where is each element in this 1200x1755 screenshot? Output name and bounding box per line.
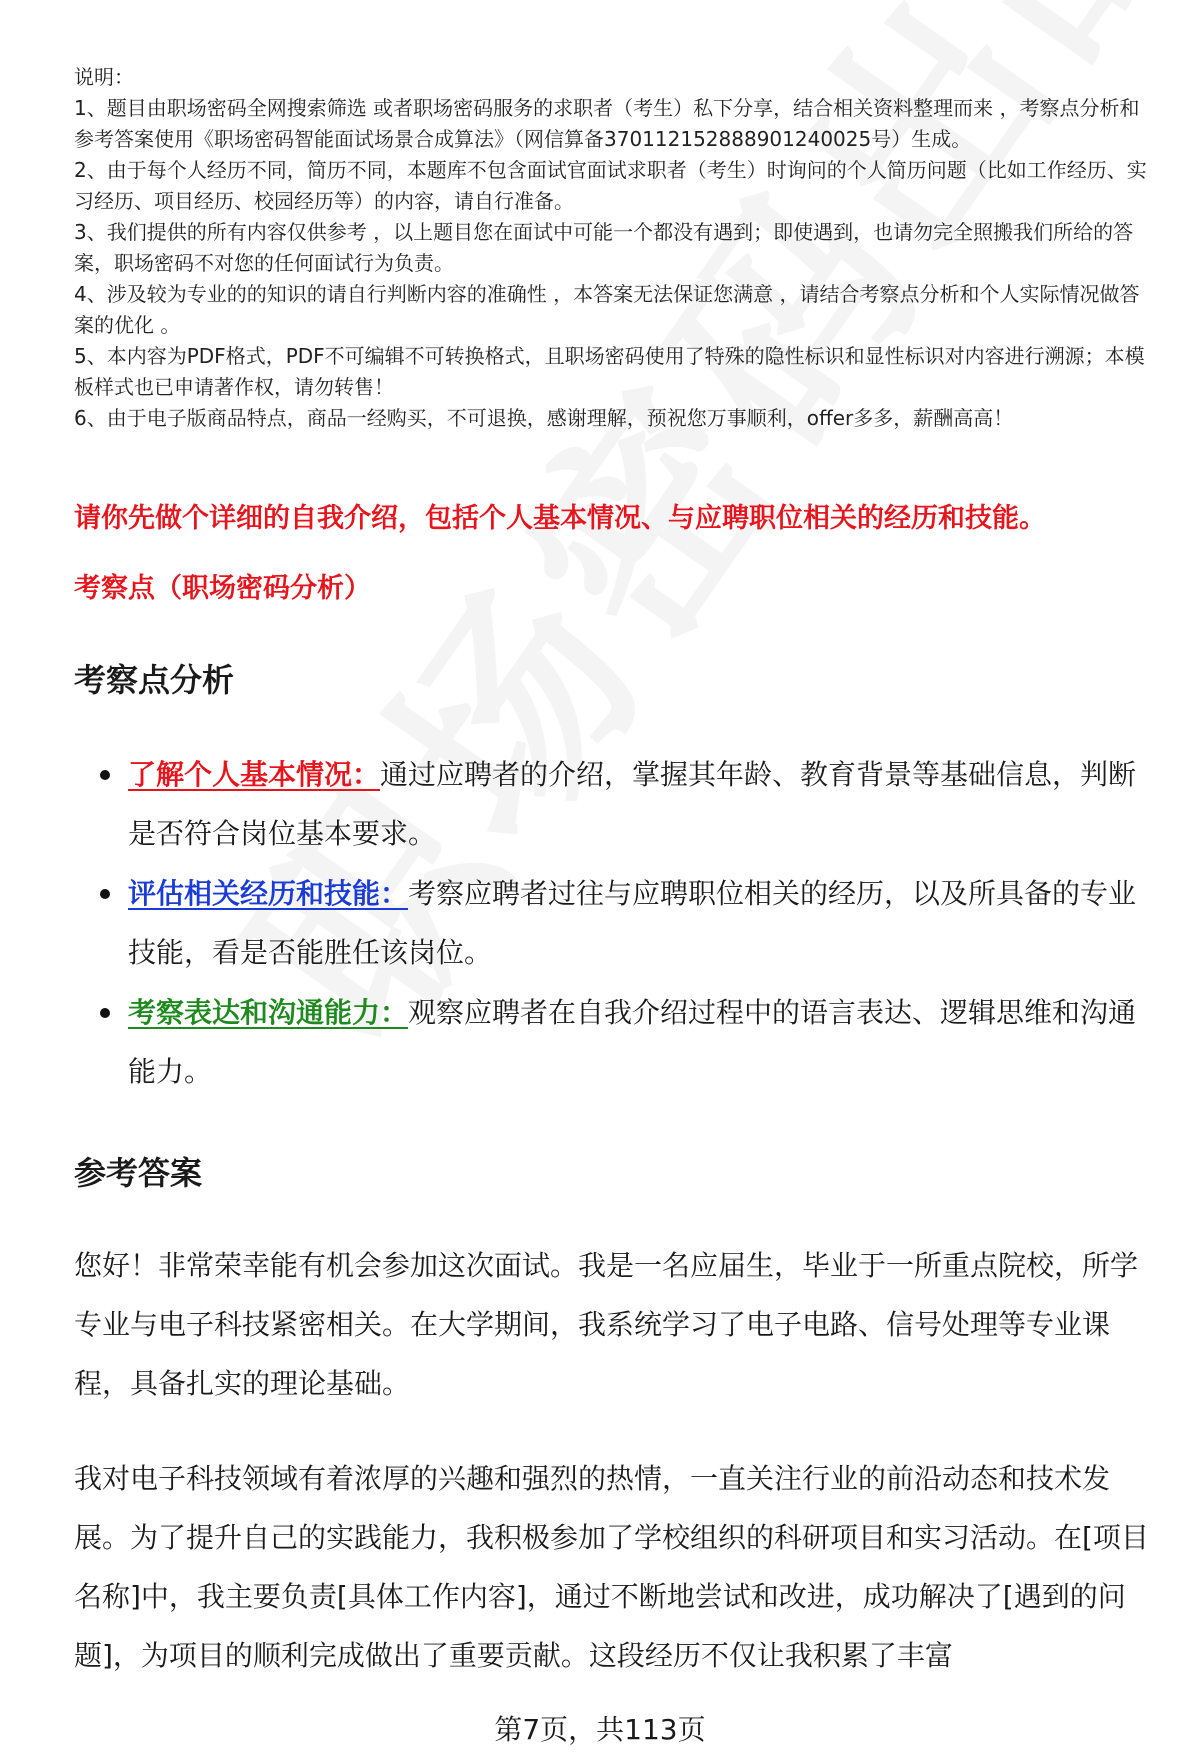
bullet-icon [100, 889, 110, 899]
point-text: 考察应聘者过往与应聘职位相关的经历，以及所具备的专业技能，看是否能胜任该岗位。 [128, 877, 1137, 969]
answer-paragraph: 您好！非常荣幸能有机会参加这次面试。我是一名应届生，毕业于一所重点院校，所学专业与电子科技紧密相关。在大学期间，我系统学习了电子电路、信号处理等专业课程，具备扎实的理论基础。 [74, 1249, 1139, 1400]
notice-block [74, 62, 1154, 434]
notice-item: 6、由于电子版商品特点，商品一经购买，不可退换，感谢理解，预祝您万事顺利，offer多多，薪酬高高！ [74, 406, 1014, 430]
analysis-tag: 考察点（职场密码分析） [74, 573, 371, 604]
interview-question: 请你先做个详细的自我介绍，包括个人基本情况、与应聘职位相关的经历和技能。 [74, 503, 1046, 534]
answer-paragraph: 我对电子科技领域有着浓厚的兴趣和强烈的热情，一直关注行业的前沿动态和技术发展。为了提升自己的实践能力，我积极参加了学校组织的科研项目和实习活动。在[项目名称]中，我主要负责[具体工作内容]，通过不断地尝试和改进，成功解决了[遇到的问题]，为项目的顺利完成做出了重要贡献。这段经历不仅让我积累了丰富 [74, 1462, 1149, 1672]
bullet-icon [100, 1008, 110, 1018]
analysis-heading: 考察点分析 [74, 661, 235, 699]
analysis-point [128, 983, 1158, 1101]
page-number: 第7页，共113页 [494, 1713, 706, 1746]
point-label: 考察表达和沟通能力： [128, 996, 409, 1029]
answer-heading: 参考答案 [74, 1154, 203, 1192]
notice-item: 1、题目由职场密码全网搜索筛选 或者职场密码服务的求职者（考生）私下分享，结合相关资料整理而来 ，考察点分析和参考答案使用《职场密码智能面试场景合成算法》（网信算备370112152888901240025号）生成。 [74, 96, 1140, 151]
point-text: 观察应聘者在自我介绍过程中的语言表达、逻辑思维和沟通能力。 [128, 996, 1137, 1088]
notice-item: 5、本内容为PDF格式，PDF不可编辑不可转换格式，且职场密码使用了特殊的隐性标识和显性标识对内容进行溯源；本模板样式也已申请著作权，请勿转售！ [74, 344, 1145, 399]
notice-item: 4、涉及较为专业的的知识的请自行判断内容的准确性 ，本答案无法保证您满意 ，请结合考察点分析和个人实际情况做答案的优化 。 [74, 282, 1140, 337]
analysis-point [128, 864, 1158, 982]
notice-item: 3、我们提供的所有内容仅供参考 ，以上题目您在面试中可能一个都没有遇到；即使遇到，也请勿完全照搬我们所给的答案，职场密码不对您的任何面试行为负责。 [74, 220, 1134, 275]
point-text: 通过应聘者的介绍，掌握其年龄、教育背景等基础信息，判断是否符合岗位基本要求。 [128, 758, 1137, 850]
notice-title: 说明： [74, 65, 134, 89]
bullet-icon [100, 770, 110, 780]
notice-item: 2、由于每个人经历不同，简历不同，本题库不包含面试官面试求职者（考生）时询问的个人简历问题（比如工作经历、实习经历、项目经历、校园经历等）的内容，请自行准备。 [74, 158, 1147, 213]
point-label: 评估相关经历和技能： [128, 877, 409, 910]
point-label: 了解个人基本情况： [128, 758, 381, 791]
analysis-point [128, 745, 1158, 863]
analysis-point-list [128, 745, 1158, 1102]
